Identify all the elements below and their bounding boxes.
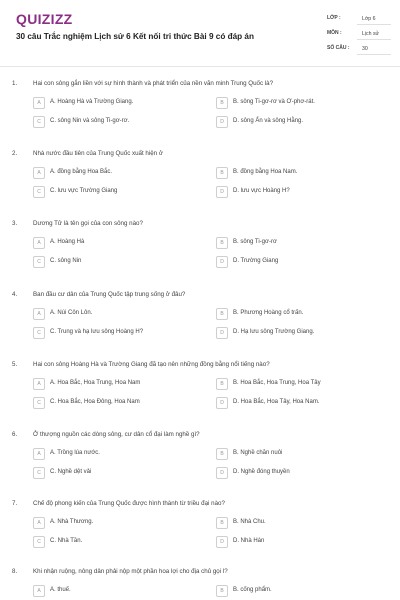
answer-option[interactable]	[33, 256, 193, 269]
question-item	[0, 150, 400, 220]
option-letter-box: C	[33, 256, 45, 268]
question-text: Nhà nước đầu tiên của Trung Quốc xuất hiện ở	[33, 150, 163, 157]
question-item	[0, 291, 400, 361]
question-number: 8.	[12, 568, 18, 575]
option-text: C. Nhà Tần.	[50, 538, 83, 544]
question-number: 6.	[12, 431, 18, 438]
question-text: Dương Tử là tên gọi của con sông nào?	[33, 220, 143, 227]
option-text: D. Trường Giang	[233, 258, 279, 264]
option-letter-box: D	[216, 186, 228, 198]
answer-option[interactable]	[33, 397, 193, 410]
worksheet-title: 30 câu Trắc nghiệm Lịch sử 6 Kết nối tri thức Bài 9 có đáp án	[16, 32, 254, 41]
option-letter-box: B	[216, 378, 228, 390]
answer-option[interactable]	[33, 237, 193, 250]
answer-option[interactable]	[216, 167, 376, 180]
meta-class-label: LỚP :	[327, 15, 341, 21]
question-number: 3.	[12, 220, 18, 227]
answer-option[interactable]	[216, 397, 376, 410]
question-text: Ban đầu cư dân của Trung Quốc tập trung sống ở đâu?	[33, 291, 186, 298]
option-letter-box: B	[216, 448, 228, 460]
option-text: A. Trồng lúa nước.	[50, 450, 100, 456]
quizizz-logo[interactable]: QUIZIZZ	[16, 11, 73, 27]
question-text: Khi nhận ruộng, nông dân phải nộp một phần hoa lợi cho địa chủ gọi l?	[33, 568, 228, 575]
option-letter-box: B	[216, 167, 228, 179]
option-text: C. Hoa Bắc, Hoa Đông, Hoa Nam	[50, 399, 140, 405]
option-letter-box: A	[33, 237, 45, 249]
question-item	[0, 431, 400, 501]
answer-option[interactable]	[216, 327, 376, 340]
option-letter-box: C	[33, 116, 45, 128]
question-text: Hai con sông gắn liền với sự hình thành và phát triển của nền văn minh Trung Quốc là?	[33, 80, 274, 87]
question-number: 5.	[12, 361, 18, 368]
option-letter-box: B	[216, 517, 228, 529]
answer-option[interactable]	[33, 186, 193, 199]
option-letter-box: A	[33, 448, 45, 460]
option-letter-box: D	[216, 256, 228, 268]
answer-option[interactable]	[216, 517, 376, 530]
option-text: C. sông Nin và sông Ti-gơ-rơ.	[50, 118, 130, 124]
answer-option[interactable]	[33, 448, 193, 461]
option-text: B. cống phẩm.	[233, 587, 272, 593]
answer-option[interactable]	[216, 256, 376, 269]
option-text: B. sông Ti-gơ-rơ và Ơ-phơ-rát.	[233, 99, 315, 105]
answer-option[interactable]	[33, 517, 193, 530]
meta-count-label: SỐ CÂU :	[327, 45, 350, 51]
answer-option[interactable]	[33, 97, 193, 110]
option-letter-box: A	[33, 585, 45, 597]
answer-option[interactable]	[216, 308, 376, 321]
answer-option[interactable]	[33, 378, 193, 391]
option-text: B. Hoa Bắc, Hoa Trung, Hoa Tây	[233, 380, 321, 386]
option-text: C. lưu vực Trường Giang	[50, 188, 118, 194]
option-letter-box: C	[33, 467, 45, 479]
answer-option[interactable]	[216, 536, 376, 549]
question-item	[0, 500, 400, 570]
option-text: B. Nhà Chu.	[233, 519, 266, 525]
option-letter-box: C	[33, 186, 45, 198]
option-text: A. thuế.	[50, 587, 71, 593]
meta-subject	[327, 29, 393, 43]
question-text: Ở thượng nguồn các dòng sông, cư dân cổ đại làm nghề gì?	[33, 431, 200, 438]
header-divider	[0, 66, 400, 67]
option-text: A. Núi Côn Lôn.	[50, 310, 93, 316]
question-item	[0, 220, 400, 290]
option-letter-box: D	[216, 116, 228, 128]
option-letter-box: A	[33, 378, 45, 390]
option-text: C. sông Nin	[50, 258, 82, 264]
answer-option[interactable]	[33, 167, 193, 180]
option-letter-box: D	[216, 327, 228, 339]
option-text: A. Hoa Bắc, Hoa Trung, Hoa Nam	[50, 380, 141, 386]
option-letter-box: B	[216, 97, 228, 109]
answer-option[interactable]	[216, 448, 376, 461]
answer-option[interactable]	[216, 116, 376, 129]
question-text: Hai con sông Hoàng Hà và Trường Giang đã tạo nên những đồng bằng nổi tiếng nào?	[33, 361, 270, 368]
answer-option[interactable]	[216, 186, 376, 199]
answer-option[interactable]	[33, 116, 193, 129]
answer-option[interactable]	[33, 536, 193, 549]
option-text: C. Nghề dệt vải	[50, 469, 92, 475]
option-letter-box: A	[33, 97, 45, 109]
option-letter-box: C	[33, 397, 45, 409]
option-letter-box: B	[216, 237, 228, 249]
option-text: B. đồng bằng Hoa Nam.	[233, 169, 298, 175]
option-text: B. Nghề chăn nuôi	[233, 450, 283, 456]
option-text: D. Nhà Hán	[233, 538, 265, 544]
option-letter-box: A	[33, 517, 45, 529]
answer-option[interactable]	[216, 378, 376, 391]
answer-option[interactable]	[216, 467, 376, 480]
answer-option[interactable]	[33, 585, 193, 598]
question-number: 2.	[12, 150, 18, 157]
meta-subject-label: MÔN :	[327, 30, 342, 36]
meta-subject-value: Lịch sử	[357, 29, 391, 40]
option-text: B. sông Ti-gơ-rơ	[233, 239, 277, 245]
question-number: 4.	[12, 291, 18, 298]
option-letter-box: D	[216, 536, 228, 548]
option-text: A. Hoàng Hà và Trường Giang.	[50, 99, 134, 105]
option-letter-box: A	[33, 308, 45, 320]
question-item	[0, 80, 400, 150]
answer-option[interactable]	[33, 308, 193, 321]
option-text: A. đồng bằng Hoa Bắc.	[50, 169, 113, 175]
question-text: Chế độ phong kiến của Trung Quốc được hình thành từ triều đại nào?	[33, 500, 225, 507]
option-text: C. Trung và hạ lưu sông Hoàng H?	[50, 329, 144, 335]
option-letter-box: D	[216, 467, 228, 479]
option-letter-box: C	[33, 327, 45, 339]
option-text: D. lưu vực Hoàng H?	[233, 188, 290, 194]
option-text: A. Hoàng Hà	[50, 239, 85, 245]
option-text: D. sông Ấn và sông Hằng.	[233, 118, 304, 124]
question-item	[0, 568, 400, 600]
answer-option[interactable]	[33, 327, 193, 340]
option-text: D. Nghề đóng thuyền	[233, 469, 290, 475]
option-text: B. Phương Hoàng cổ trấn.	[233, 310, 304, 316]
option-text: A. Nhà Thương.	[50, 519, 94, 525]
answer-option[interactable]	[33, 467, 193, 480]
option-letter-box: B	[216, 308, 228, 320]
question-number: 7.	[12, 500, 18, 507]
meta-count-value: 30	[357, 44, 391, 55]
option-letter-box: B	[216, 585, 228, 597]
answer-option[interactable]	[216, 237, 376, 250]
option-letter-box: A	[33, 167, 45, 179]
meta-class	[327, 14, 393, 28]
option-letter-box: C	[33, 536, 45, 548]
question-number: 1.	[12, 80, 18, 87]
option-text: D. Hoa Bắc, Hoa Tây, Hoa Nam.	[233, 399, 320, 405]
option-letter-box: D	[216, 397, 228, 409]
answer-option[interactable]	[216, 585, 376, 598]
meta-count	[327, 44, 393, 58]
meta-class-value: Lớp 6	[357, 14, 391, 25]
worksheet-header	[0, 0, 400, 68]
answer-option[interactable]	[216, 97, 376, 110]
question-item	[0, 361, 400, 431]
option-text: D. Hạ lưu sông Trường Giang.	[233, 329, 315, 335]
